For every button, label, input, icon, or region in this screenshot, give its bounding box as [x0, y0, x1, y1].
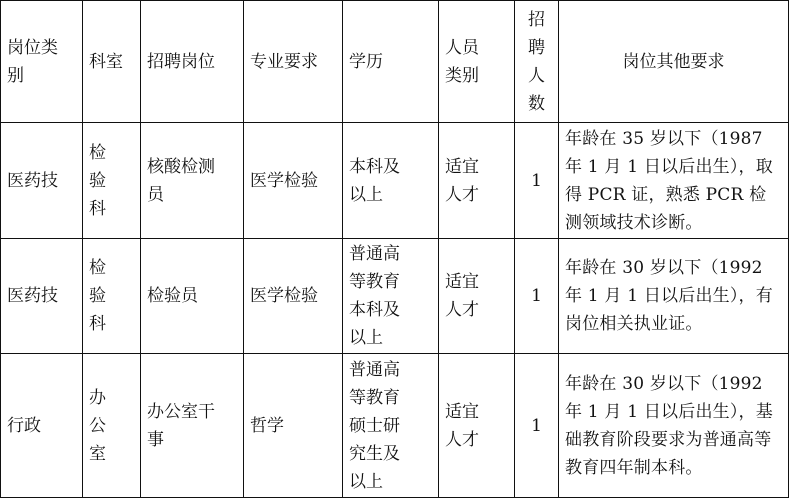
cell-headcount: 1: [515, 354, 559, 498]
cell-major: 医学检验: [244, 239, 343, 354]
cell-education: 普通高等教育硕士研究生及以上: [343, 354, 439, 498]
cell-category: 医药技: [1, 123, 83, 239]
cell-position: 办公室干事: [141, 354, 244, 498]
cell-requirements: 年龄在 30 岁以下（1992 年 1 月 1 日以后出生），有岗位相关执业证。: [559, 239, 789, 354]
cell-headcount: 1: [515, 239, 559, 354]
cell-department: 检验科: [83, 239, 141, 354]
table-row: [1, 123, 789, 239]
table-row: [1, 239, 789, 354]
cell-personnel-type: 适宜人才: [439, 123, 515, 239]
header-personnel-type: 人员类别: [439, 1, 515, 123]
cell-education: 普通高等教育本科及以上: [343, 239, 439, 354]
cell-department: 办公室: [83, 354, 141, 498]
cell-department: 检验科: [83, 123, 141, 239]
cell-education: 本科及以上: [343, 123, 439, 239]
table-row: [1, 354, 789, 498]
header-department: 科室: [83, 1, 141, 123]
cell-position: 检验员: [141, 239, 244, 354]
header-category: 岗位类别: [1, 1, 83, 123]
cell-requirements: 年龄在 30 岁以下（1992 年 1 月 1 日以后出生），基础教育阶段要求为普通高等教育四年制本科。: [559, 354, 789, 498]
cell-personnel-type: 适宜人才: [439, 354, 515, 498]
header-other-requirements: 岗位其他要求: [559, 1, 789, 123]
header-education: 学历: [343, 1, 439, 123]
header-major: 专业要求: [244, 1, 343, 123]
cell-requirements: 年龄在 35 岁以下（1987 年 1 月 1 日以后出生），取得 PCR 证，熟悉 PCR 检测领域技术诊断。: [559, 123, 789, 239]
cell-category: 行政: [1, 354, 83, 498]
header-position: 招聘岗位: [141, 1, 244, 123]
cell-personnel-type: 适宜人才: [439, 239, 515, 354]
cell-position: 核酸检测员: [141, 123, 244, 239]
cell-category: 医药技: [1, 239, 83, 354]
table-header-row: [1, 1, 789, 123]
cell-major: 哲学: [244, 354, 343, 498]
cell-headcount: 1: [515, 123, 559, 239]
cell-major: 医学检验: [244, 123, 343, 239]
header-headcount: 招聘人数: [515, 1, 559, 123]
